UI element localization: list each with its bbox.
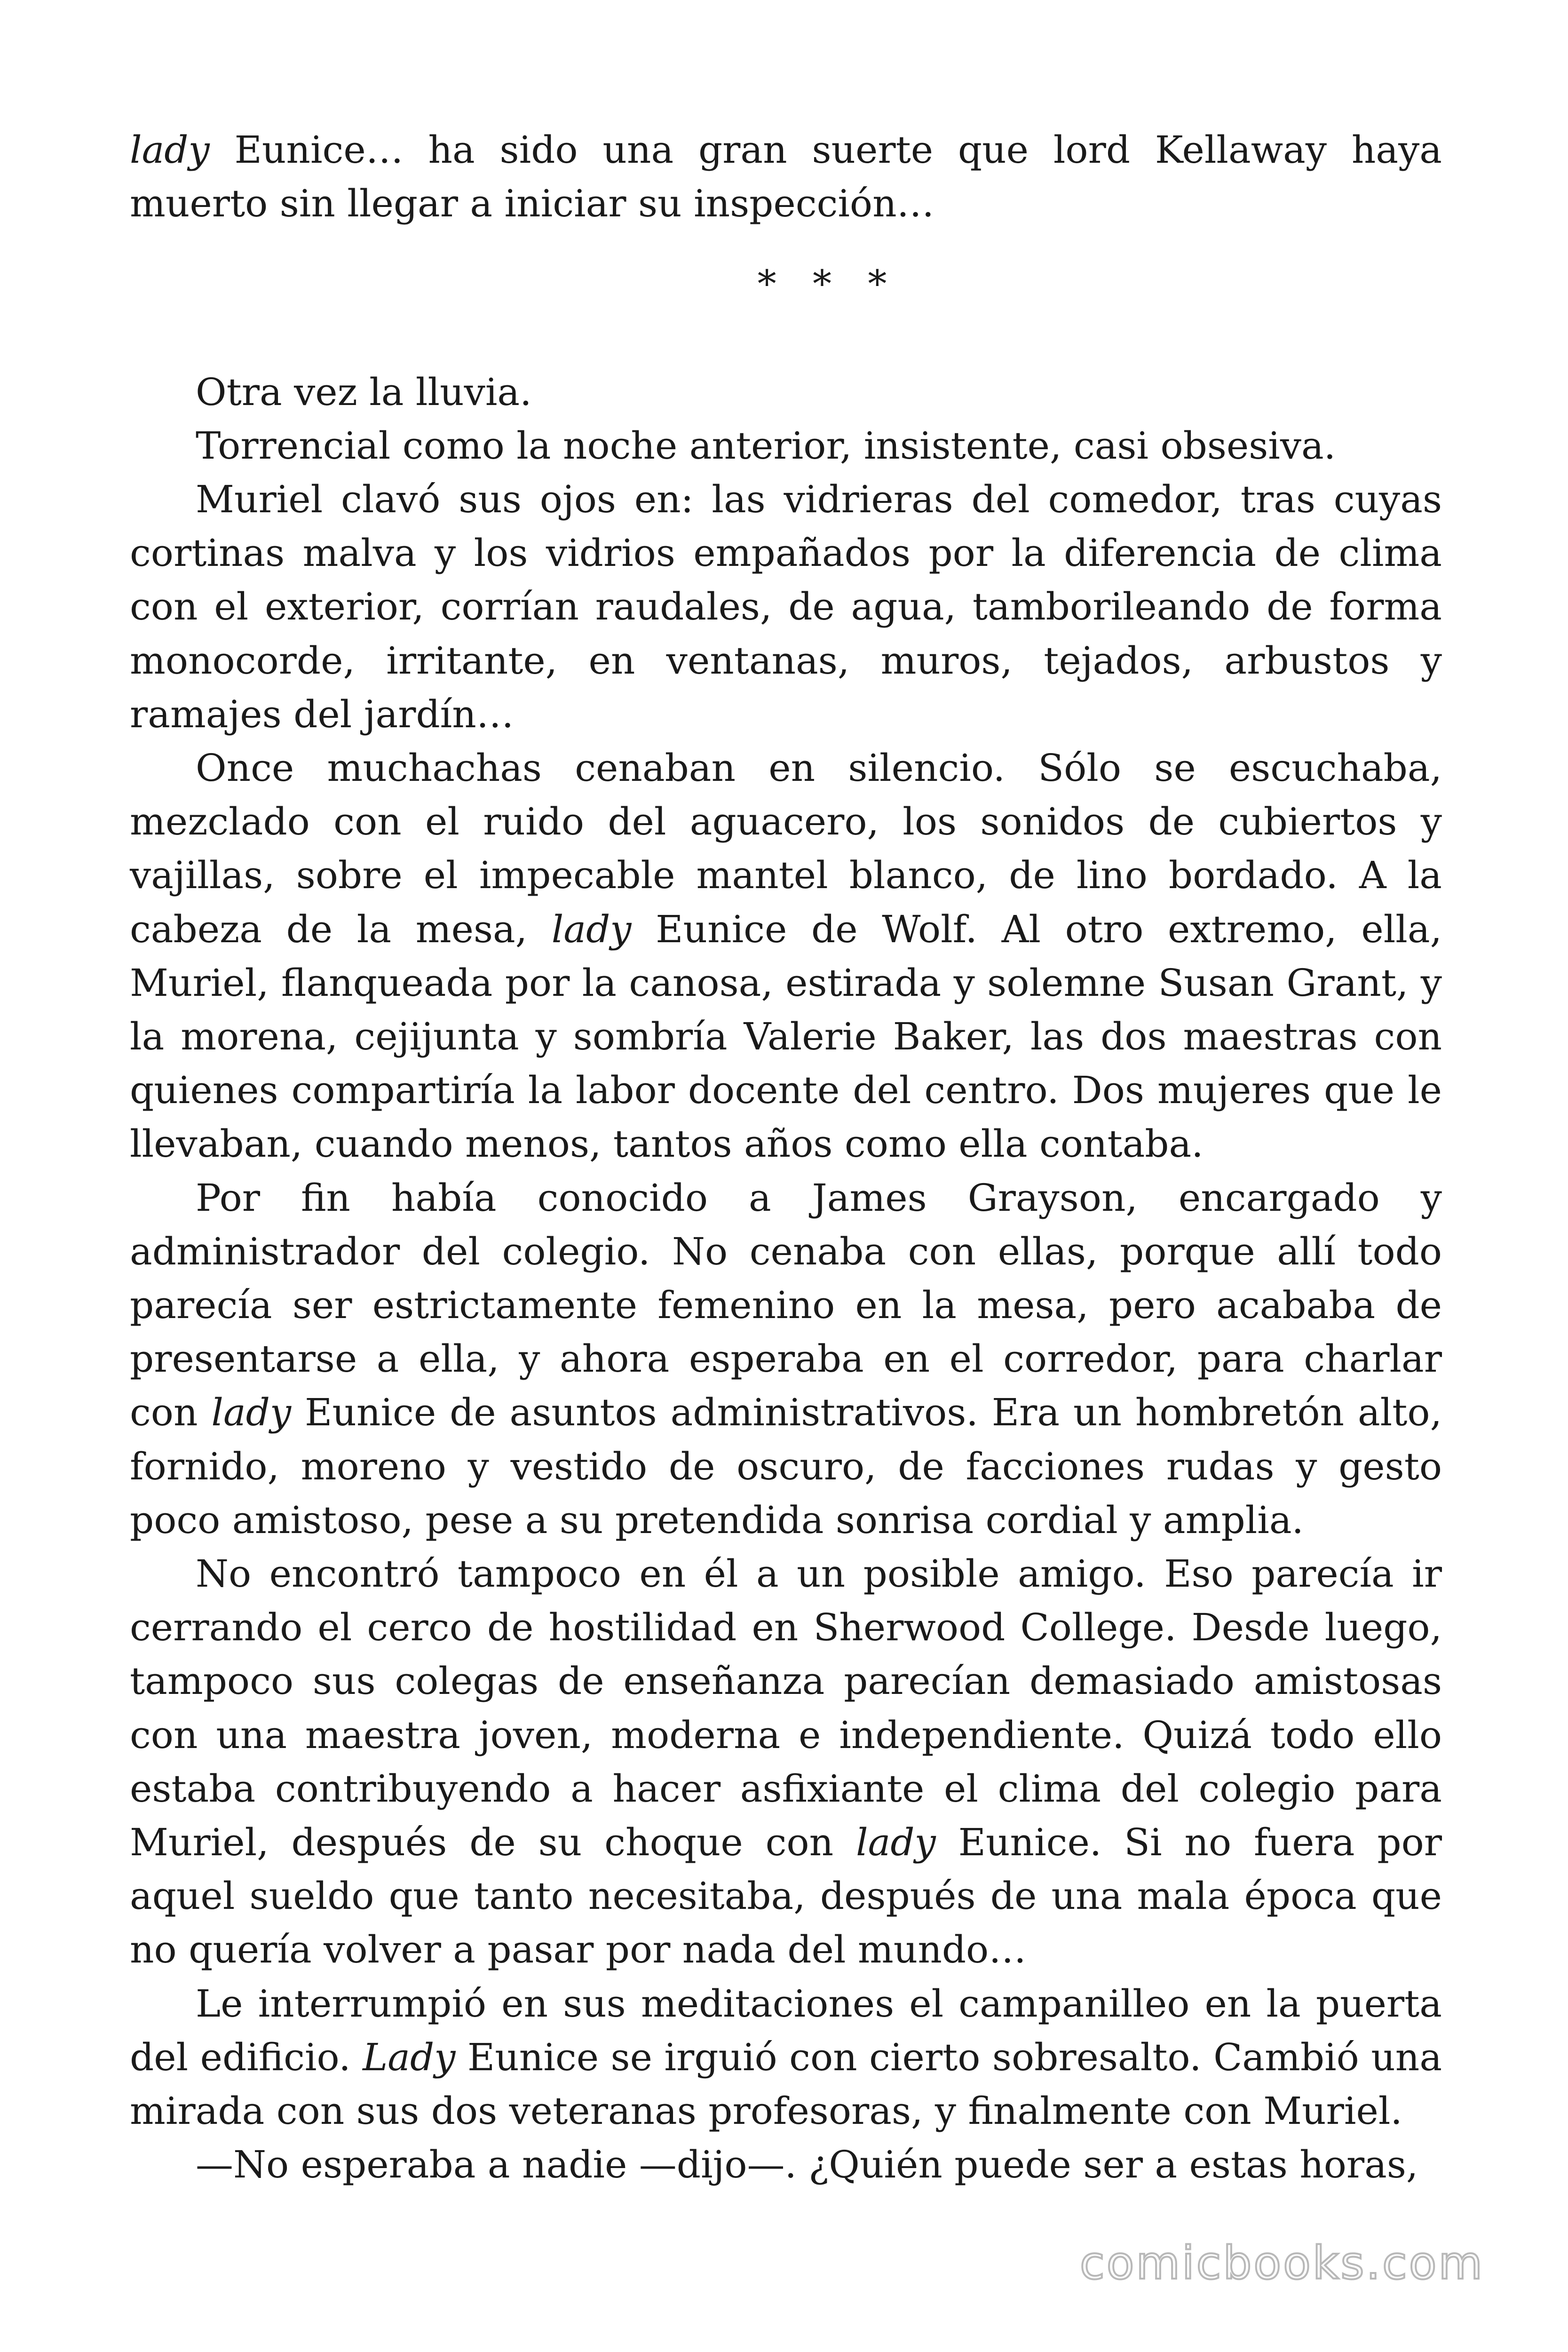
paragraph (130, 1171, 1442, 1547)
section-separator: * * * (757, 262, 899, 306)
paragraph (130, 366, 1442, 419)
text-segment: Otra vez la lluvia. (196, 370, 532, 414)
text-segment: Eunice… ha sido una gran suerte que lord Kellaway haya muerto sin llegar a iniciar su inspección… (130, 128, 1442, 226)
paragraph (130, 419, 1442, 473)
paragraph (130, 741, 1442, 1171)
watermark-logo: comicbooks.com (1079, 2237, 1484, 2289)
text-segment: Once muchachas cenaban en silencio. Sólo se escuchaba, mezclado con el ruido del aguacero, los sonidos de cubiertos y vajillas, sobre el impecable mantel blanco, de lino bordado. A la cabeza de la mesa, (130, 746, 1442, 951)
text-segment: Eunice de asuntos administrativos. Era un hombretón alto, fornido, moreno y vestido de oscuro, de facciones rudas y gesto poco amistoso, pese a su pretendida sonrisa cordial y amplia. (130, 1391, 1442, 1542)
text-segment: Muriel clavó sus ojos en: las vidrieras del comedor, tras cuyas cortinas malva y los vidrios empañados por la diferencia de clima con el exterior, corrían raudales, de agua, tamborileando de forma monocorde, irritante, en ventanas, muros, tejados, arbustos y ramajes del jardín… (130, 477, 1442, 736)
paragraph (130, 123, 1442, 230)
paragraph (130, 2138, 1442, 2192)
text-segment: Torrencial como la noche anterior, insistente, casi obsesiva. (196, 423, 1336, 468)
paragraph (130, 473, 1442, 741)
text-segment: Eunice. Si no fuera por aquel sueldo que tanto necesitaba, después de una mala época que no quería volver a pasar por nada del mundo… (130, 1820, 1442, 1972)
text-segment: Le interrumpió en sus meditaciones el campanilleo en la puerta del edificio. (130, 1981, 1442, 2079)
italic-text: lady (856, 1820, 936, 1865)
text-segment: Eunice se irguió con cierto sobresalto. Cambió una mirada con sus dos veteranas profesoras, y finalmente con Muriel. (130, 2035, 1442, 2133)
text-segment: Por fin había conocido a James Grayson, encargado y administrador del colegio. No cenaba con ellas, porque allí todo parecía ser estrictamente femenino en la mesa, pero acababa de presentarse a ella, y ahora esperaba en el corredor, para charlar con (130, 1176, 1442, 1435)
text-segment: No encontró tampoco en él a un posible amigo. Eso parecía ir cerrando el cerco de hostilidad en Sherwood College. Desde luego, tampoco sus colegas de enseñanza parecían demasiado amistosas con una maestra joven, moderna e independiente. Quizá todo ello estaba contribuyendo a hacer asfixiante el clima del colegio para Muriel, después de su choque con (130, 1552, 1442, 1865)
paragraph (130, 1977, 1442, 2138)
text-segment: Eunice de Wolf. Al otro extremo, ella, Muriel, flanqueada por la canosa, estirada y solemne Susan Grant, y la morena, cejijunta y sombría Valerie Baker, las dos maestras con quienes compartiría la labor docente del centro. Dos mujeres que le llevaban, cuando menos, tantos años como ella contaba. (130, 907, 1442, 1166)
paragraph (130, 1547, 1442, 1977)
italic-text: lady (211, 1391, 292, 1435)
text-segment: —No esperaba a nadie —dijo—. ¿Quién puede ser a estas horas, (196, 2143, 1418, 2187)
italic-text: lady (130, 128, 210, 172)
paragraphs-body (130, 366, 1442, 2192)
paragraphs-top (130, 123, 1442, 230)
italic-text: lady (551, 907, 632, 951)
italic-text: Lady (363, 2035, 456, 2079)
book-page (130, 123, 1442, 2192)
